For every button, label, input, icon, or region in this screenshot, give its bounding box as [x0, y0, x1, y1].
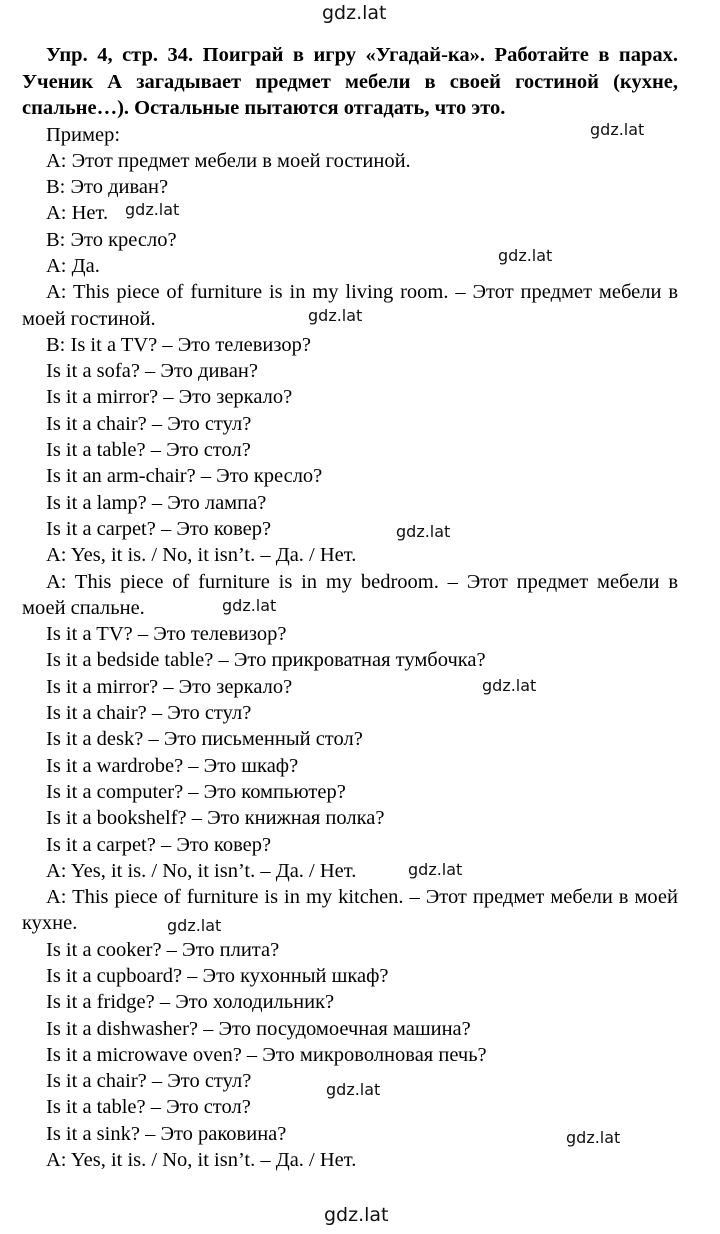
dialogue-line: А: Этот предмет мебели в моей гостиной. — [46, 149, 411, 172]
dialogue-line: Is it a cooker? – Это плита? — [46, 938, 280, 961]
dialogue-line: Is it a carpet? – Это ковер? — [46, 517, 272, 540]
dialogue-line: Is it a sink? – Это раковина? — [46, 1122, 287, 1145]
watermark: gdz.lat — [308, 306, 363, 325]
dialogue-line: Is it a bedside table? – Это прикроватная тумбочка? — [46, 649, 486, 672]
dialogue-line: Is it a TV? – Это телевизор? — [46, 623, 287, 646]
dialogue-line: А: Нет. — [46, 202, 109, 225]
dialogue-line: Is it a bookshelf? – Это книжная полка? — [46, 807, 385, 830]
watermark: gdz.lat — [167, 916, 222, 935]
dialogue-line: Is it a lamp? – Это лампа? — [46, 491, 267, 514]
dialogue-lines — [22, 122, 678, 1174]
dialogue-line: A: Yes, it is. / No, it isn’t. – Да. / Нет. — [46, 859, 357, 882]
task-heading: Упр. 4, стр. 34. Поиграй в игру «Угадай-ка». Работайте в парах. Ученик А загадывает предмет мебели в своей гостиной (кухне, спальне…). Остальные пытаются отгадать, что это. — [22, 44, 678, 119]
dialogue-line: A: Yes, it is. / No, it isn’t. – Да. / Нет. — [46, 544, 357, 567]
watermark: gdz.lat — [590, 120, 645, 139]
dialogue-line: Is it a fridge? – Это холодильник? — [46, 991, 335, 1014]
dialogue-line: Is it a sofa? – Это диван? — [46, 360, 258, 383]
dialogue-line: Is it a desk? – Это письменный стол? — [46, 728, 363, 751]
dialogue-line: Is it a chair? – Это стул? — [46, 702, 252, 725]
watermark-top: gdz.lat — [322, 2, 387, 24]
dialogue-line: Is it a carpet? – Это ковер? — [46, 833, 272, 856]
dialogue-line: Is it a chair? – Это стул? — [46, 1070, 252, 1093]
dialogue-line: A: This piece of furniture is in my bedroom. – Этот предмет мебели в моей спальне. — [22, 570, 678, 619]
watermark: gdz.lat — [566, 1128, 621, 1147]
dialogue-line: Is it an arm-chair? – Это кресло? — [46, 465, 323, 488]
dialogue-line: A: This piece of furniture is in my kitchen. – Этот предмет мебели в моей кухне. — [22, 886, 678, 935]
watermark: gdz.lat — [326, 1080, 381, 1099]
watermark: gdz.lat — [125, 200, 180, 219]
dialogue-line: Is it a microwave oven? – Это микроволновая печь? — [46, 1043, 487, 1066]
watermark: gdz.lat — [396, 522, 451, 541]
dialogue-line: A: This piece of furniture is in my living room. – Этот предмет мебели в моей гостиной. — [22, 281, 678, 330]
dialogue-line: А: Да. — [46, 254, 100, 277]
dialogue-line: В: Это диван? — [46, 176, 169, 199]
watermark: gdz.lat — [482, 676, 537, 695]
watermark: gdz.lat — [498, 246, 553, 265]
dialogue-line: Is it a cupboard? – Это кухонный шкаф? — [46, 965, 389, 987]
dialogue-line: B: Is it a TV? – Это телевизор? — [46, 333, 311, 356]
dialogue-line: Is it a mirror? – Это зеркало? — [46, 675, 293, 698]
watermark: gdz.lat — [408, 860, 463, 879]
exercise-content — [22, 42, 678, 1173]
dialogue-line: A: Yes, it is. / No, it isn’t. – Да. / Нет. — [46, 1149, 357, 1172]
dialogue-line: Is it a chair? – Это стул? — [46, 412, 252, 435]
dialogue-line: В: Это кресло? — [46, 228, 177, 251]
dialogue-line: Is it a mirror? – Это зеркало? — [46, 386, 293, 409]
dialogue-line: Is it a wardrobe? – Это шкаф? — [46, 754, 299, 777]
dialogue-line: Пример: — [46, 123, 121, 146]
watermark-bottom: gdz.lat — [324, 1204, 389, 1226]
dialogue-line: Is it a table? – Это стол? — [46, 1096, 251, 1119]
dialogue-line: Is it a computer? – Это компьютер? — [46, 780, 346, 803]
dialogue-line: Is it a dishwasher? – Это посудомоечная машина? — [46, 1017, 471, 1040]
watermark: gdz.lat — [222, 596, 277, 615]
dialogue-line: Is it a table? – Это стол? — [46, 439, 251, 462]
